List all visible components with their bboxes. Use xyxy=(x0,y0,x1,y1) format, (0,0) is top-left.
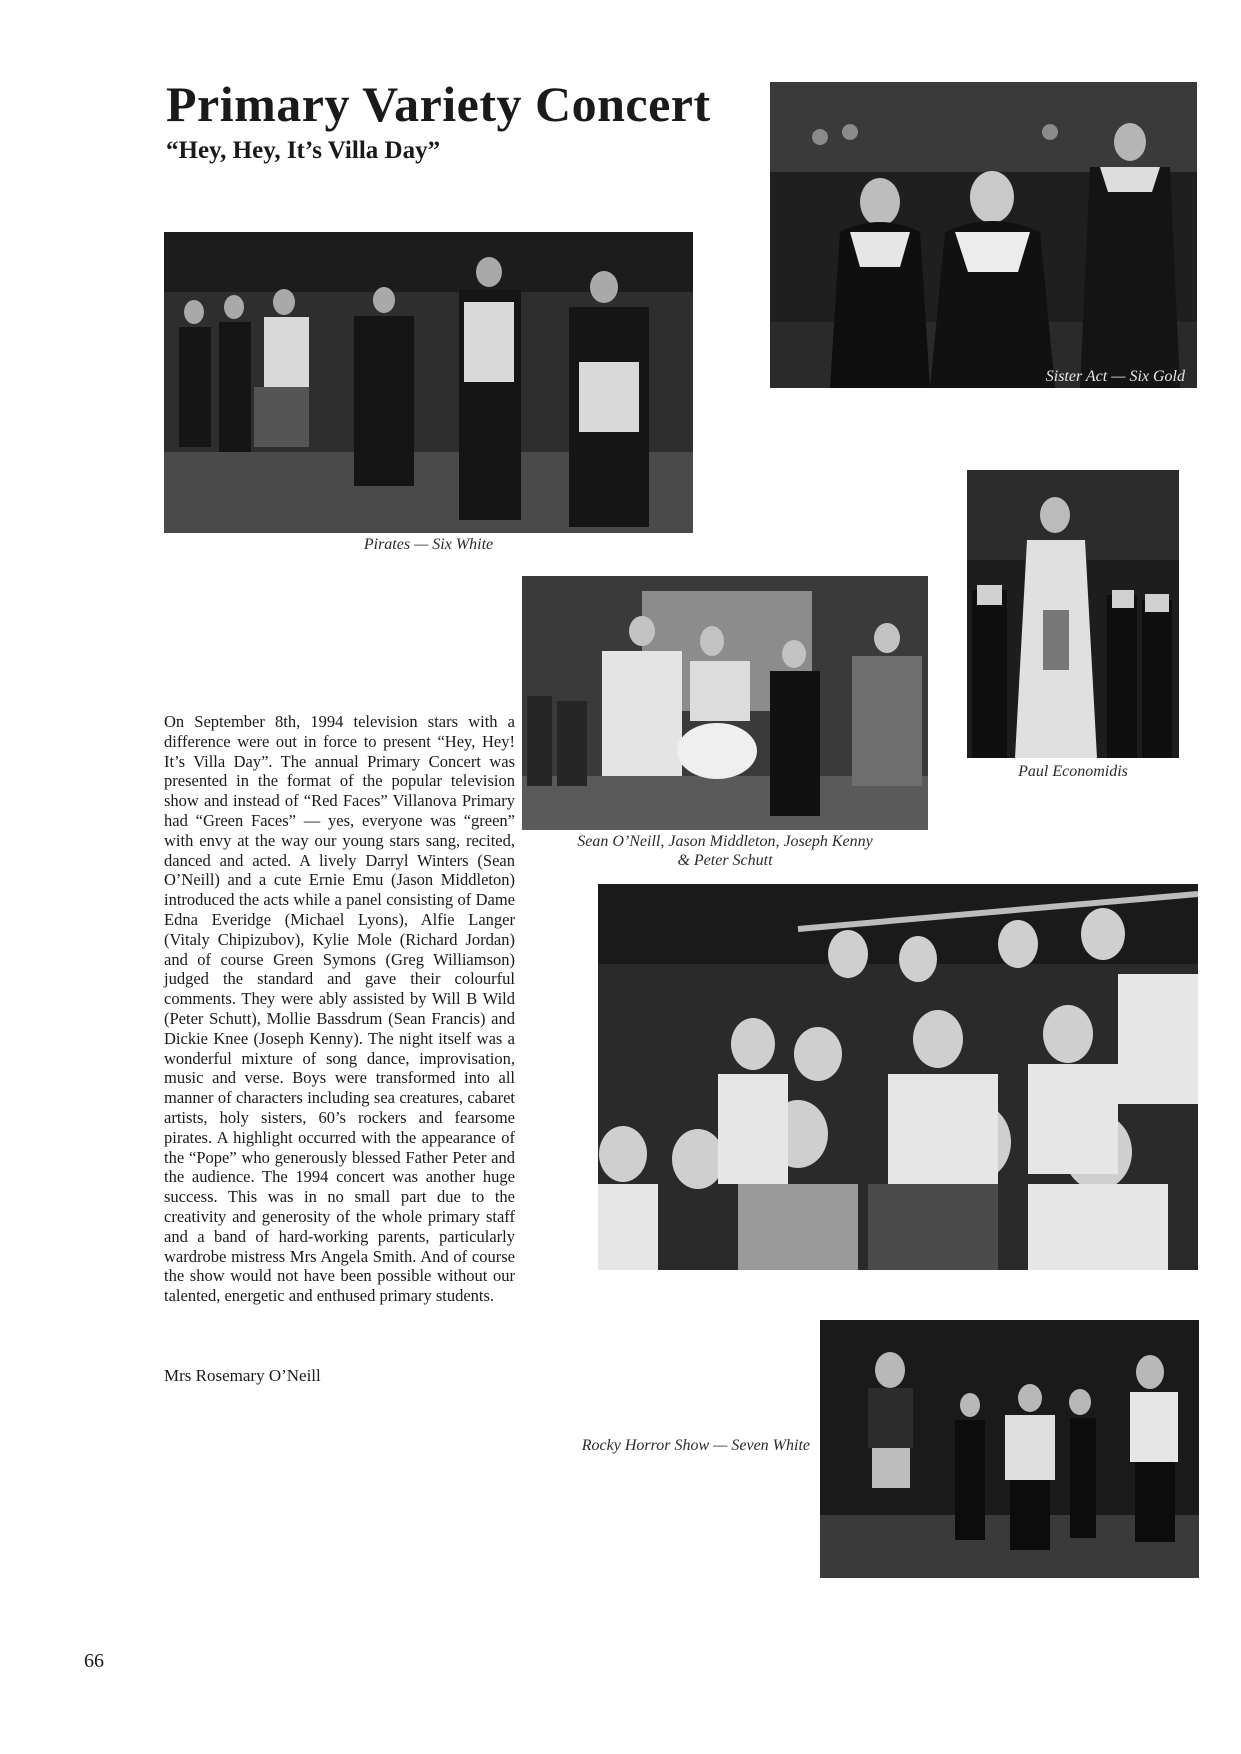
article-signature: Mrs Rosemary O’Neill xyxy=(164,1366,321,1385)
page-title: Primary Variety Concert xyxy=(166,76,711,132)
photo-rocky-horror xyxy=(820,1320,1199,1578)
caption-sister-act: Sister Act — Six Gold xyxy=(1045,368,1185,385)
caption-paul-economidis: Paul Economidis xyxy=(1018,763,1128,780)
page-subtitle: “Hey, Hey, It’s Villa Day” xyxy=(166,137,441,164)
photo-sister-act xyxy=(770,82,1197,388)
caption-pirates: Pirates — Six White xyxy=(363,536,494,553)
photo-hosts xyxy=(522,576,928,830)
caption-rocky-horror: Rocky Horror Show — Seven White xyxy=(581,1437,810,1454)
page-number: 66 xyxy=(84,1650,104,1672)
caption-hosts-line1: Sean O’Neill, Jason Middleton, Joseph Kenny xyxy=(577,833,873,850)
article-body: On September 8th, 1994 television stars with a difference were out in force to present “Hey, Hey! It’s Villa Day”. The annual Primary Concert was presented in the format of the popular television show and instead of “Red Faces” Villanova Primary had “Green Faces” — yes, everyone was “green” with envy at the way our young stars sang, recited, danced and acted. A lively Darryl Winters (Sean O’Neill) and a cute Ernie Emu (Jason Middleton) introduced the acts while a panel consisting of Dame Edna Everidge (Michael Lyons), Alfie Langer (Vitaly Chipizubov), Kylie Mole (Richard Jordan) and of course Green Symons (Greg Williamson) judged the standard and gave their colourful comments. They were ably assisted by Will B Wild (Peter Schutt), Mollie Bassdrum (Sean Francis) and Dickie Knee (Joseph Kenny). The night itself was a wonderful mixture of song dance, improvisation, music and verse. Boys were transformed into all manner of characters including sea creatures, cabaret artists, holy sisters, 60’s rockers and fearsome pirates. A highlight occurred with the appearance of the “Pope” who generously blessed Father Peter and the audience. The 1994 concert was another huge success. This was in no small part due to the creativity and generosity of the whole primary staff and a band of hard-working parents, particularly wardrobe mistress Mrs Angela Smith. And of course the show would not have been possible without our talented, energetic and enthused primary students. xyxy=(164,712,515,1306)
caption-hosts-line2: & Peter Schutt xyxy=(677,852,773,869)
caption-hosts xyxy=(522,832,928,870)
photo-pirates xyxy=(164,232,693,533)
photo-audience-group xyxy=(598,884,1198,1270)
photo-paul-economidis xyxy=(967,470,1179,758)
